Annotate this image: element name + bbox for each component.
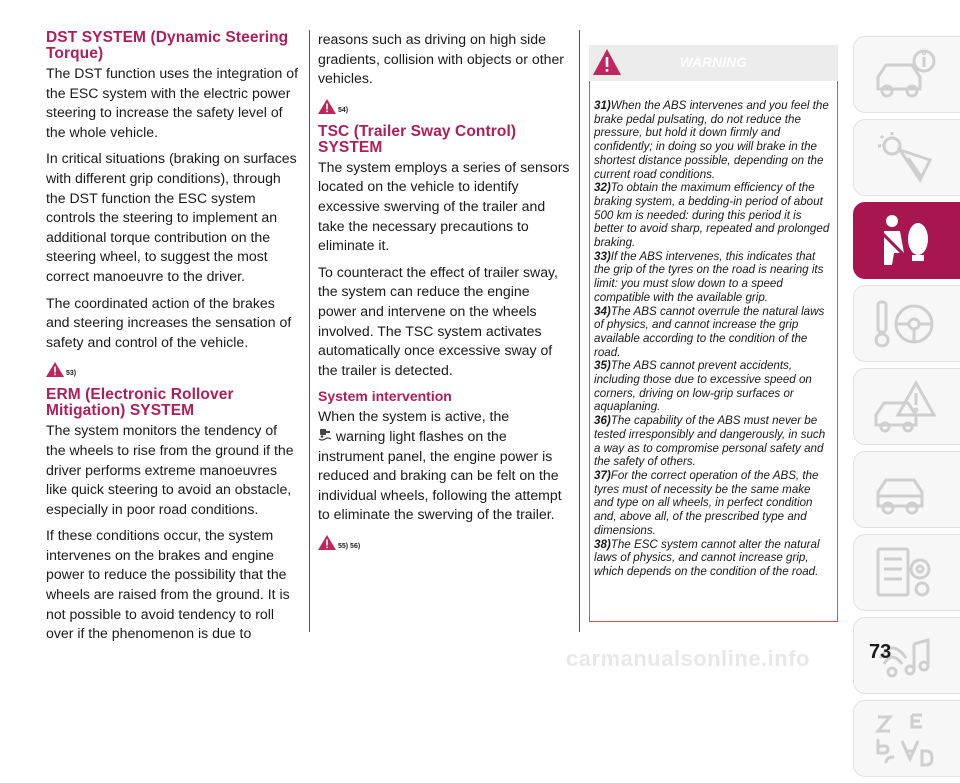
tab-car-info[interactable] [853,36,960,113]
tab-safety[interactable] [853,202,960,279]
warning-item-text: The ESC system cannot alter the natural laws of physics, and cannot increase grip, which depends on the condition of the road. [594,537,820,578]
page-number: 73 [869,641,892,663]
warning-item-text: When the ABS intervenes and you feel the brake pedal pulsating, do not reduce the pressure, but hold it down firmly and confidently; in doing so you will brake in the shortest distance possible, depending on the current road conditions. [594,99,829,181]
intervention-text-before: When the system is active, the [318,408,510,425]
column-divider [579,30,580,632]
index-letters-icon [872,711,938,767]
warning-item-text: To obtain the maximum efficiency of the braking system, a bedding-in period of about 500 km is needed: during this period it is better to avoid sharp, repeated and prolonged braking. [594,181,830,250]
warning-header [589,45,838,81]
chapter-sidebar [853,36,960,783]
warning-item-number: 33) [594,249,611,263]
warning-item [594,250,832,305]
car-info-icon [872,47,938,103]
reference-label: 53) [66,370,77,378]
warning-title: WARNING [679,55,748,70]
warning-item [594,414,832,469]
left-column [46,30,298,651]
dashboard-lights-icon [872,130,938,186]
warning-reference-55-56[interactable] [318,532,570,550]
tab-index[interactable] [853,700,960,777]
warning-item-number: 36) [594,414,611,428]
intervention-text-after: warning light flashes on the instrument panel, the engine power is reduced and braking can be felt on the individual wheels, following the attempt to eliminate the swerving of the trailer. [318,427,562,523]
middle-column [318,30,570,560]
erm-paragraph-2: If these conditions occur, the system intervenes on the brakes and engine power to reduce the possibility that the wheels are raised from the ground. It is not possible to avoid tendency to roll over if the phenomenon is due to [46,527,290,642]
reference-label: 54) [338,106,349,114]
tab-dashboard-lights[interactable] [853,119,960,196]
trailer-sway-warning-light-icon [318,428,332,442]
warning-item-text: The capability of the ABS must never be tested irresponsibly and dangerously, in such a way as to compromise personal safety and the safety of others. [594,414,826,469]
tsc-heading: TSC (Trailer Sway Control) SYSTEM [318,122,517,156]
warning-item-number: 34) [594,304,611,318]
tab-technical-data[interactable] [853,534,960,611]
car-service-icon [872,462,938,518]
warning-item-text: If the ABS intervenes, this indicates that the grip of the tyres on the road is nearing its limit: you must slow down to a speed compatible with the available grip. [594,249,824,304]
car-warning-icon [872,379,938,435]
dst-paragraph-1: The DST function uses the integration of the ESC system with the electric power steering to increase the safety level of the whole vehicle. [46,65,299,140]
warning-item-number: 38) [594,537,611,551]
reference-label: 55) 56) [338,542,361,550]
dst-paragraph-3: The coordinated action of the brakes and steering increases the sensation of safety and control of the vehicle. [46,294,292,350]
warning-triangle-icon [318,99,336,114]
warning-triangle-icon [46,362,64,377]
warning-item-text: For the correct operation of the ABS, the tyres must of necessity be the same make and type on all wheels, in perfect condition and, above all, of the prescribed type and dimensions. [594,468,819,537]
key-steering-wheel-icon [872,296,938,352]
warning-item-number: 32) [594,181,611,195]
warning-item [594,99,832,181]
warning-reference-54[interactable] [318,96,570,114]
warning-reference-53[interactable] [46,359,298,377]
warning-item [594,181,832,250]
tsc-paragraph-1: The system employs a series of sensors located on the vehicle to identify excessive swerving of the trailer and take the necessary precautions to eliminate it. [318,158,570,254]
dst-heading: DST SYSTEM (Dynamic Steering Torque) [46,29,289,62]
erm-paragraph-1: The system monitors the tendency of the wheels to rise from the ground if the driver performs extreme manoeuvres like quick steering to avoid an obstacle, especially in poor road conditions. [46,422,294,517]
warning-item [594,469,832,538]
warning-item-text: The ABS cannot prevent accidents, including those due to excessive speed on corners, driving on low-grip surfaces or aquaplaning. [594,359,812,414]
erm-heading: ERM (Electronic Rollover Mitigation) SYSTEM [46,386,234,420]
tab-maintenance[interactable] [853,451,960,528]
warning-item [594,359,832,414]
warning-item-number: 35) [594,359,611,373]
dst-paragraph-2: In critical situations (braking on surfaces with different grip conditions), through the DST function the ESC system controls the steering to implement an additional torque contribution on the steering wheel, to suggest the most correct manoeuvre to the driver. [46,150,297,284]
tab-starting-driving[interactable] [853,285,960,362]
column-divider [309,30,310,632]
warning-list [594,99,832,579]
intervention-paragraph [318,407,570,525]
warning-item-text: The ABS cannot overrule the natural laws of physics, and cannot increase the grip available according to the condition of the road. [594,304,825,359]
warning-triangle-icon [318,535,336,550]
warning-item-number: 31) [594,99,611,112]
tsc-paragraph-2: To counteract the effect of trailer sway, the system can reduce the engine power and intervene on the wheels involved. The TSC system activates automatically once excessive sway of the trailer is detected. [318,263,558,378]
warning-item [594,538,832,579]
seatbelt-airbag-icon [872,213,938,269]
warning-item [594,305,832,360]
system-intervention-heading: System intervention [318,388,452,405]
specs-gears-icon [872,545,938,601]
tab-emergency[interactable] [853,368,960,445]
watermark: carmanualsonline.info [566,646,810,671]
warning-item-number: 37) [594,468,611,482]
continued-paragraph: reasons such as driving on high side gradients, collision with objects or other vehicles. [318,31,564,87]
